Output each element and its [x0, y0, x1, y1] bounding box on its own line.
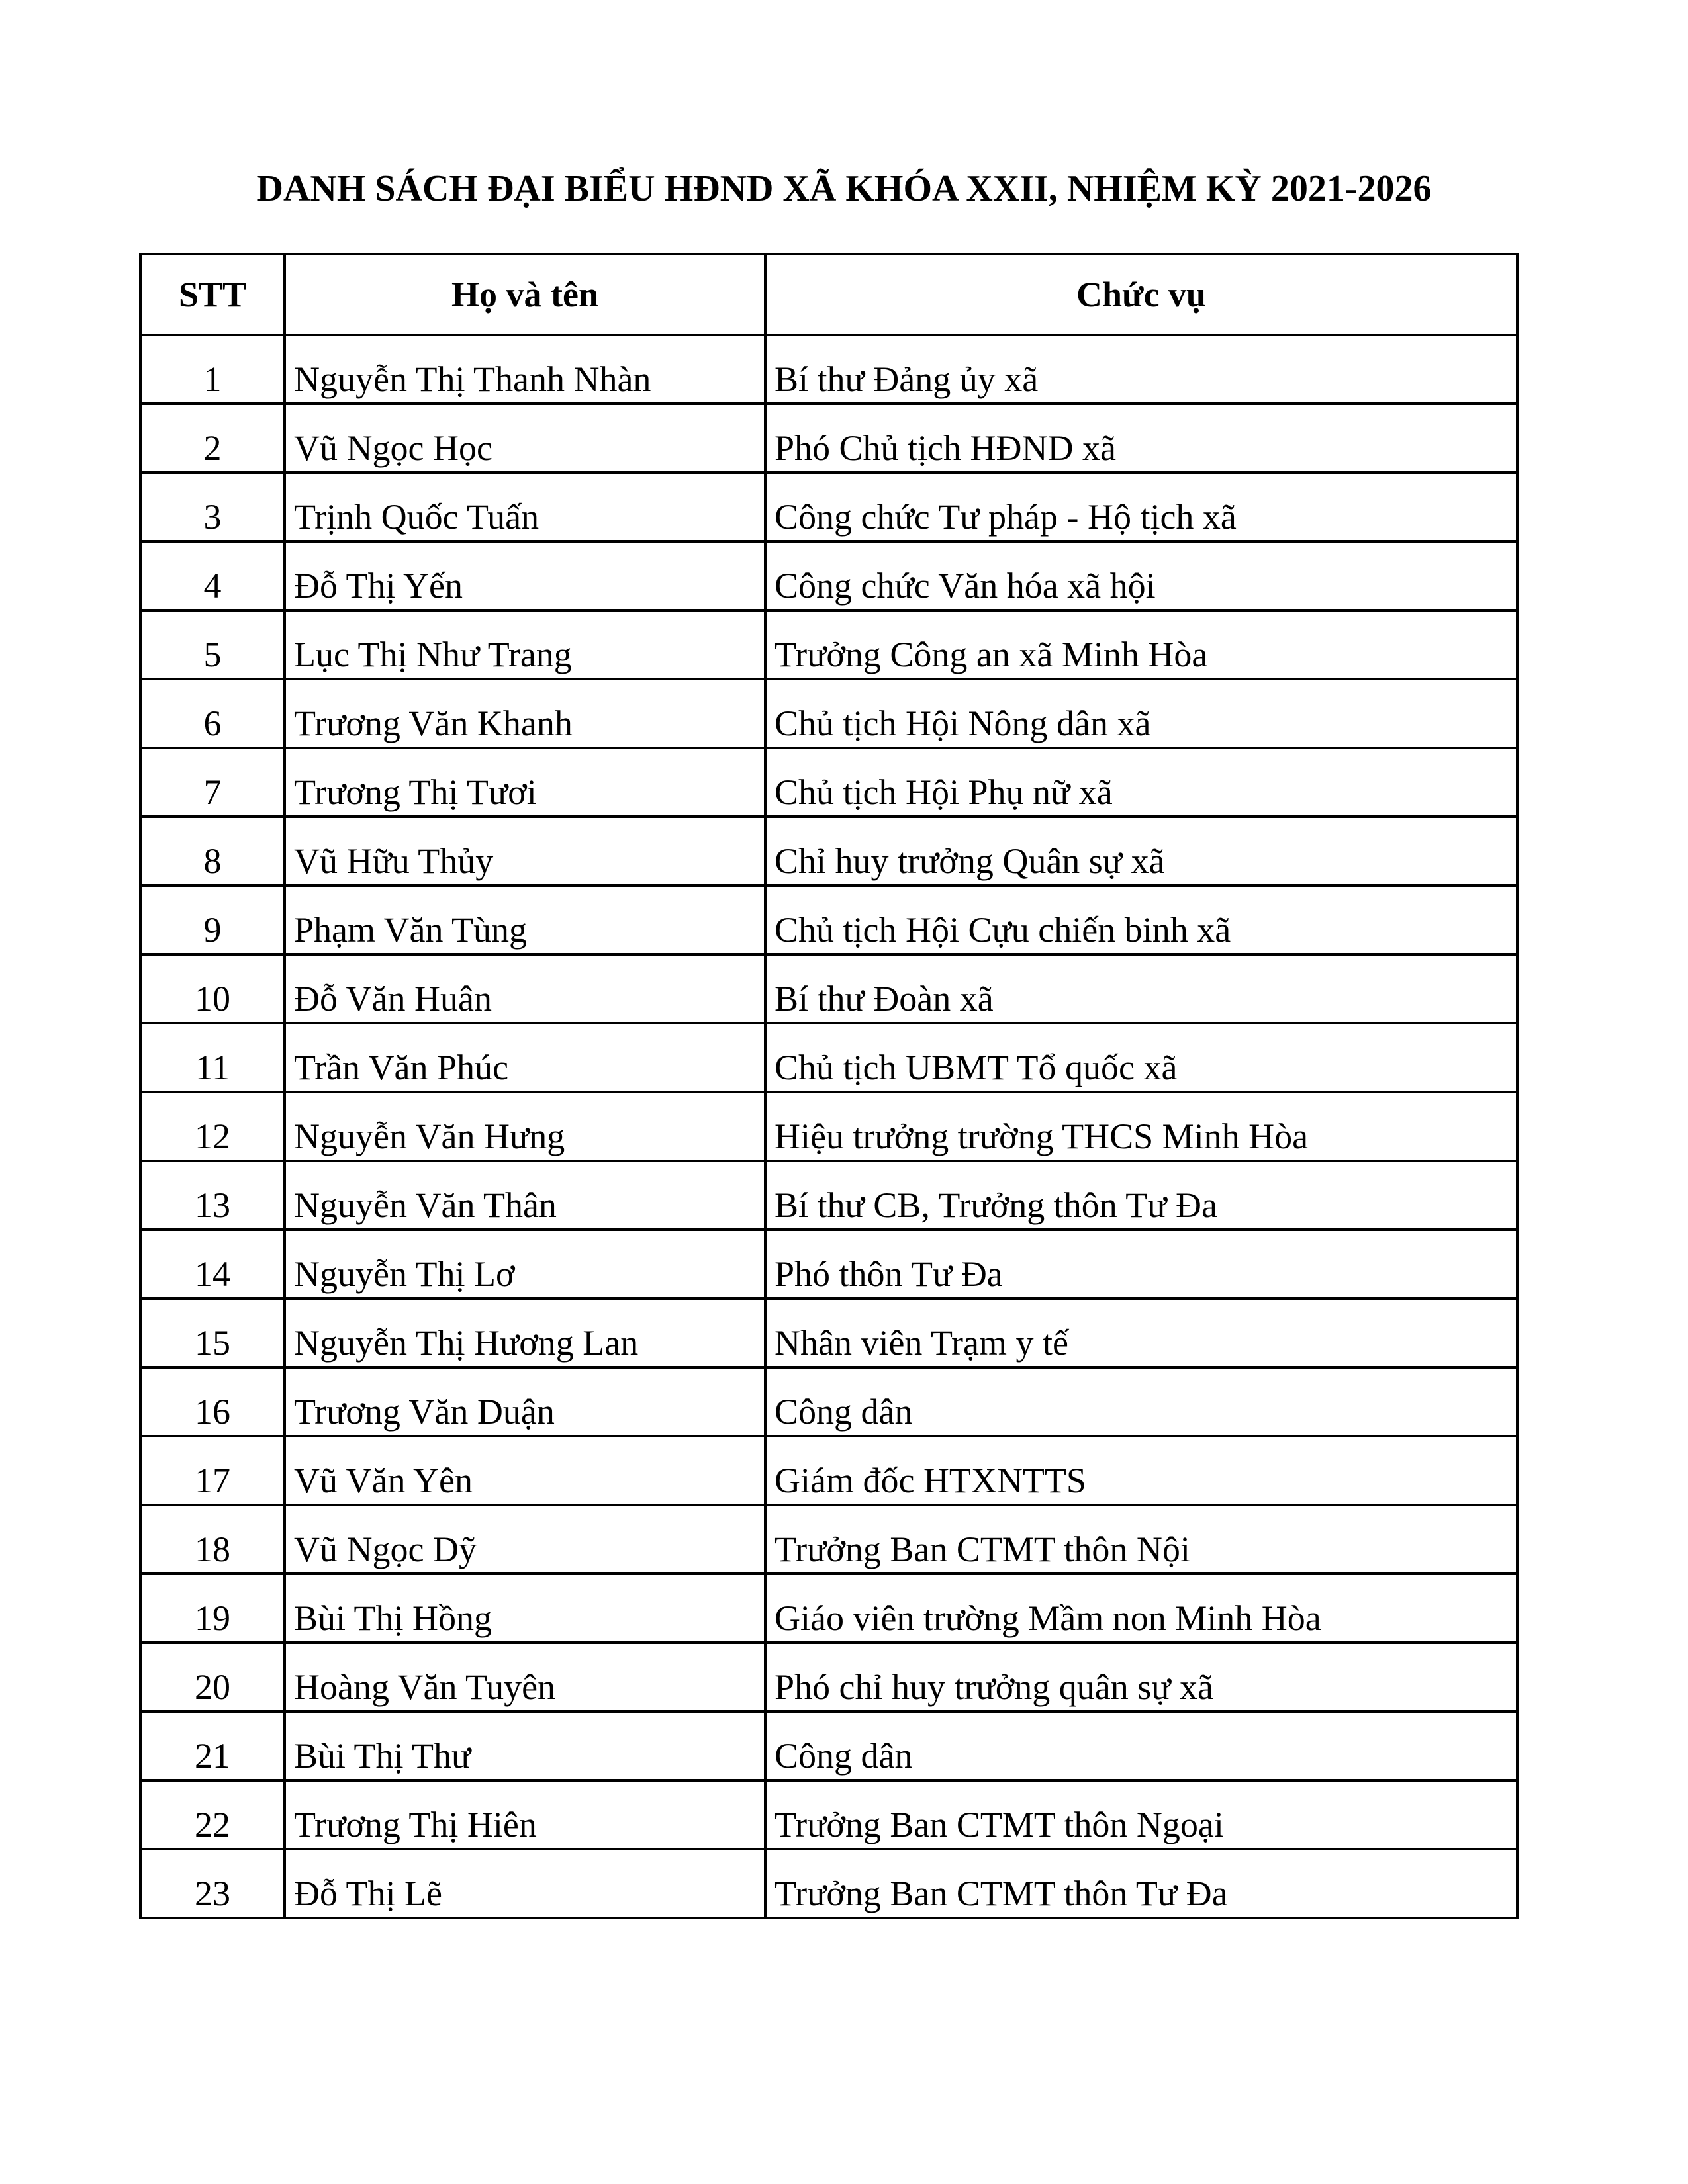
cell-stt: 20	[140, 1643, 285, 1711]
cell-position: Công dân	[765, 1367, 1517, 1436]
table-row	[140, 1298, 1517, 1367]
table-row	[140, 541, 1517, 610]
cell-name: Bùi Thị Hồng	[285, 1574, 765, 1643]
cell-position: Giáo viên trường Mầm non Minh Hòa	[765, 1574, 1517, 1643]
cell-name: Trịnh Quốc Tuấn	[285, 473, 765, 541]
table-row	[140, 404, 1517, 473]
header-stt: STT	[140, 254, 285, 335]
cell-name: Trần Văn Phúc	[285, 1023, 765, 1092]
cell-name: Bùi Thị Thư	[285, 1711, 765, 1780]
delegate-table	[139, 253, 1519, 1919]
table-row	[140, 1574, 1517, 1643]
cell-position: Chủ tịch Hội Nông dân xã	[765, 679, 1517, 748]
cell-position: Trưởng Ban CTMT thôn Tư Đa	[765, 1849, 1517, 1918]
cell-name: Vũ Ngọc Dỹ	[285, 1505, 765, 1574]
table-row	[140, 1780, 1517, 1849]
table-row	[140, 473, 1517, 541]
table-row	[140, 1711, 1517, 1780]
cell-stt: 11	[140, 1023, 285, 1092]
cell-stt: 2	[140, 404, 285, 473]
cell-name: Trương Thị Tươi	[285, 748, 765, 817]
header-name: Họ và tên	[285, 254, 765, 335]
cell-stt: 1	[140, 335, 285, 404]
cell-position: Chỉ huy trưởng Quân sự xã	[765, 817, 1517, 886]
cell-stt: 4	[140, 541, 285, 610]
cell-position: Trưởng Ban CTMT thôn Ngoại	[765, 1780, 1517, 1849]
table-body	[140, 335, 1517, 1918]
cell-stt: 8	[140, 817, 285, 886]
table-row	[140, 748, 1517, 817]
cell-stt: 21	[140, 1711, 285, 1780]
cell-position: Công dân	[765, 1711, 1517, 1780]
cell-stt: 9	[140, 886, 285, 954]
cell-name: Đỗ Văn Huân	[285, 954, 765, 1023]
cell-name: Hoàng Văn Tuyên	[285, 1643, 765, 1711]
cell-position: Chủ tịch UBMT Tổ quốc xã	[765, 1023, 1517, 1092]
cell-name: Trương Văn Duận	[285, 1367, 765, 1436]
table-row	[140, 1230, 1517, 1298]
cell-name: Nguyễn Thị Hương Lan	[285, 1298, 765, 1367]
table-row	[140, 1643, 1517, 1711]
cell-stt: 22	[140, 1780, 285, 1849]
table-row	[140, 817, 1517, 886]
cell-position: Giám đốc HTXNTTS	[765, 1436, 1517, 1505]
table-row	[140, 1849, 1517, 1918]
cell-position: Chủ tịch Hội Phụ nữ xã	[765, 748, 1517, 817]
cell-position: Bí thư Đoàn xã	[765, 954, 1517, 1023]
cell-name: Vũ Ngọc Học	[285, 404, 765, 473]
cell-name: Phạm Văn Tùng	[285, 886, 765, 954]
cell-position: Bí thư CB, Trưởng thôn Tư Đa	[765, 1161, 1517, 1230]
cell-stt: 5	[140, 610, 285, 679]
cell-stt: 16	[140, 1367, 285, 1436]
cell-position: Nhân viên Trạm y tế	[765, 1298, 1517, 1367]
cell-stt: 7	[140, 748, 285, 817]
cell-position: Trưởng Ban CTMT thôn Nội	[765, 1505, 1517, 1574]
cell-position: Bí thư Đảng ủy xã	[765, 335, 1517, 404]
cell-position: Phó chỉ huy trưởng quân sự xã	[765, 1643, 1517, 1711]
table-row	[140, 1436, 1517, 1505]
table-row	[140, 1092, 1517, 1161]
cell-stt: 15	[140, 1298, 285, 1367]
cell-position: Chủ tịch Hội Cựu chiến binh xã	[765, 886, 1517, 954]
document-title: DANH SÁCH ĐẠI BIỂU HĐND XÃ KHÓA XXII, NHIỆM KỲ 2021-2026	[256, 168, 1432, 209]
table-row	[140, 886, 1517, 954]
cell-name: Vũ Hữu Thủy	[285, 817, 765, 886]
cell-name: Nguyễn Văn Hưng	[285, 1092, 765, 1161]
cell-position: Trưởng Công an xã Minh Hòa	[765, 610, 1517, 679]
table-row	[140, 610, 1517, 679]
table-header	[140, 254, 1517, 335]
cell-name: Vũ Văn Yên	[285, 1436, 765, 1505]
table-row	[140, 679, 1517, 748]
cell-position: Phó Chủ tịch HĐND xã	[765, 404, 1517, 473]
cell-name: Lục Thị Như Trang	[285, 610, 765, 679]
cell-stt: 14	[140, 1230, 285, 1298]
cell-stt: 12	[140, 1092, 285, 1161]
table-row	[140, 1023, 1517, 1092]
table-row	[140, 335, 1517, 404]
cell-position: Công chức Tư pháp - Hộ tịch xã	[765, 473, 1517, 541]
cell-stt: 6	[140, 679, 285, 748]
cell-position: Phó thôn Tư Đa	[765, 1230, 1517, 1298]
cell-stt: 17	[140, 1436, 285, 1505]
cell-stt: 13	[140, 1161, 285, 1230]
cell-position: Công chức Văn hóa xã hội	[765, 541, 1517, 610]
cell-stt: 23	[140, 1849, 285, 1918]
table-header-row	[140, 254, 1517, 335]
header-position: Chức vụ	[765, 254, 1517, 335]
table-row	[140, 1367, 1517, 1436]
cell-name: Trương Thị Hiên	[285, 1780, 765, 1849]
cell-name: Đỗ Thị Yến	[285, 541, 765, 610]
cell-name: Trương Văn Khanh	[285, 679, 765, 748]
table-row	[140, 1505, 1517, 1574]
cell-stt: 18	[140, 1505, 285, 1574]
cell-stt: 19	[140, 1574, 285, 1643]
cell-stt: 3	[140, 473, 285, 541]
cell-name: Đỗ Thị Lẽ	[285, 1849, 765, 1918]
cell-name: Nguyễn Thị Lơ	[285, 1230, 765, 1298]
cell-name: Nguyễn Thị Thanh Nhàn	[285, 335, 765, 404]
table-row	[140, 1161, 1517, 1230]
cell-stt: 10	[140, 954, 285, 1023]
cell-position: Hiệu trưởng trường THCS Minh Hòa	[765, 1092, 1517, 1161]
cell-name: Nguyễn Văn Thân	[285, 1161, 765, 1230]
table-row	[140, 954, 1517, 1023]
